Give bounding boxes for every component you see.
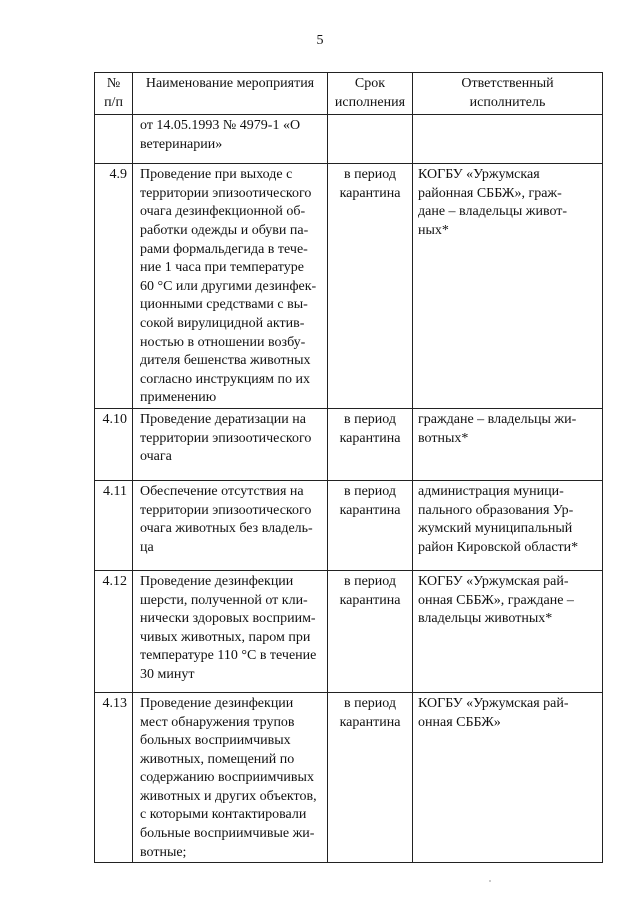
table-row <box>95 408 603 480</box>
table-row <box>95 480 603 570</box>
row-responsible: КОГБУ «Уржумская рай- онная СББЖ», граждане – владельцы животных* <box>413 570 603 692</box>
scan-speck <box>489 880 491 882</box>
header-term: Срок исполнения <box>328 73 413 115</box>
row-name: Проведение дезинфекции шерсти, полученной от кли- нически здоровых восприим- чивых животных, паром при температуре 110 °С в течение 30 минут <box>133 570 328 692</box>
row-responsible: администрация муници- пального образования Ур- жумский муниципальный район Кировской области* <box>413 480 603 570</box>
row-num: 4.13 <box>95 692 133 862</box>
row-num: 4.11 <box>95 480 133 570</box>
header-name: Наименование мероприятия <box>133 73 328 115</box>
table-header-row <box>95 73 603 115</box>
row-num <box>95 115 133 164</box>
row-term <box>328 115 413 164</box>
row-name: от 14.05.1993 № 4979-1 «О ветеринарии» <box>133 115 328 164</box>
header-num: № п/п <box>95 73 133 115</box>
row-term: в период карантина <box>328 408 413 480</box>
row-responsible: КОГБУ «Уржумская рай- онная СББЖ» <box>413 692 603 862</box>
row-term: в период карантина <box>328 692 413 862</box>
row-term: в период карантина <box>328 164 413 409</box>
row-responsible: граждане – владельцы жи- вотных* <box>413 408 603 480</box>
row-num: 4.12 <box>95 570 133 692</box>
table-row <box>95 164 603 409</box>
row-name: Проведение дезинфекции мест обнаружения трупов больных восприимчивых животных, помещений по содержанию восприимчивых животных и других объектов, с которыми контактировали больные восприимчивые жи- вотные; <box>133 692 328 862</box>
row-term: в период карантина <box>328 570 413 692</box>
row-num: 4.9 <box>95 164 133 409</box>
measures-table <box>94 72 603 863</box>
table-row <box>95 570 603 692</box>
header-responsible: Ответственный исполнитель <box>413 73 603 115</box>
table-row <box>95 115 603 164</box>
row-responsible <box>413 115 603 164</box>
table-row <box>95 692 603 862</box>
row-name: Проведение дератизации на территории эпизоотического очага <box>133 408 328 480</box>
row-responsible: КОГБУ «Уржумская районная СББЖ», граж- дане – владельцы живот- ных* <box>413 164 603 409</box>
row-term: в период карантина <box>328 480 413 570</box>
page-number: 5 <box>316 33 324 48</box>
row-name: Обеспечение отсутствия на территории эпизоотического очага животных без владель- ца <box>133 480 328 570</box>
row-name: Проведение при выходе с территории эпизоотического очага дезинфекционной об- работки одежды и обуви па- рами формальдегида в тече- ние 1 часа при температуре 60 °С или другими дезинфек- ционными средствами с вы- сокой вирулицидной актив- ностью в отношении возбу- дителя бешенства животных согласно инструкциям по их применению <box>133 164 328 409</box>
row-num: 4.10 <box>95 408 133 480</box>
